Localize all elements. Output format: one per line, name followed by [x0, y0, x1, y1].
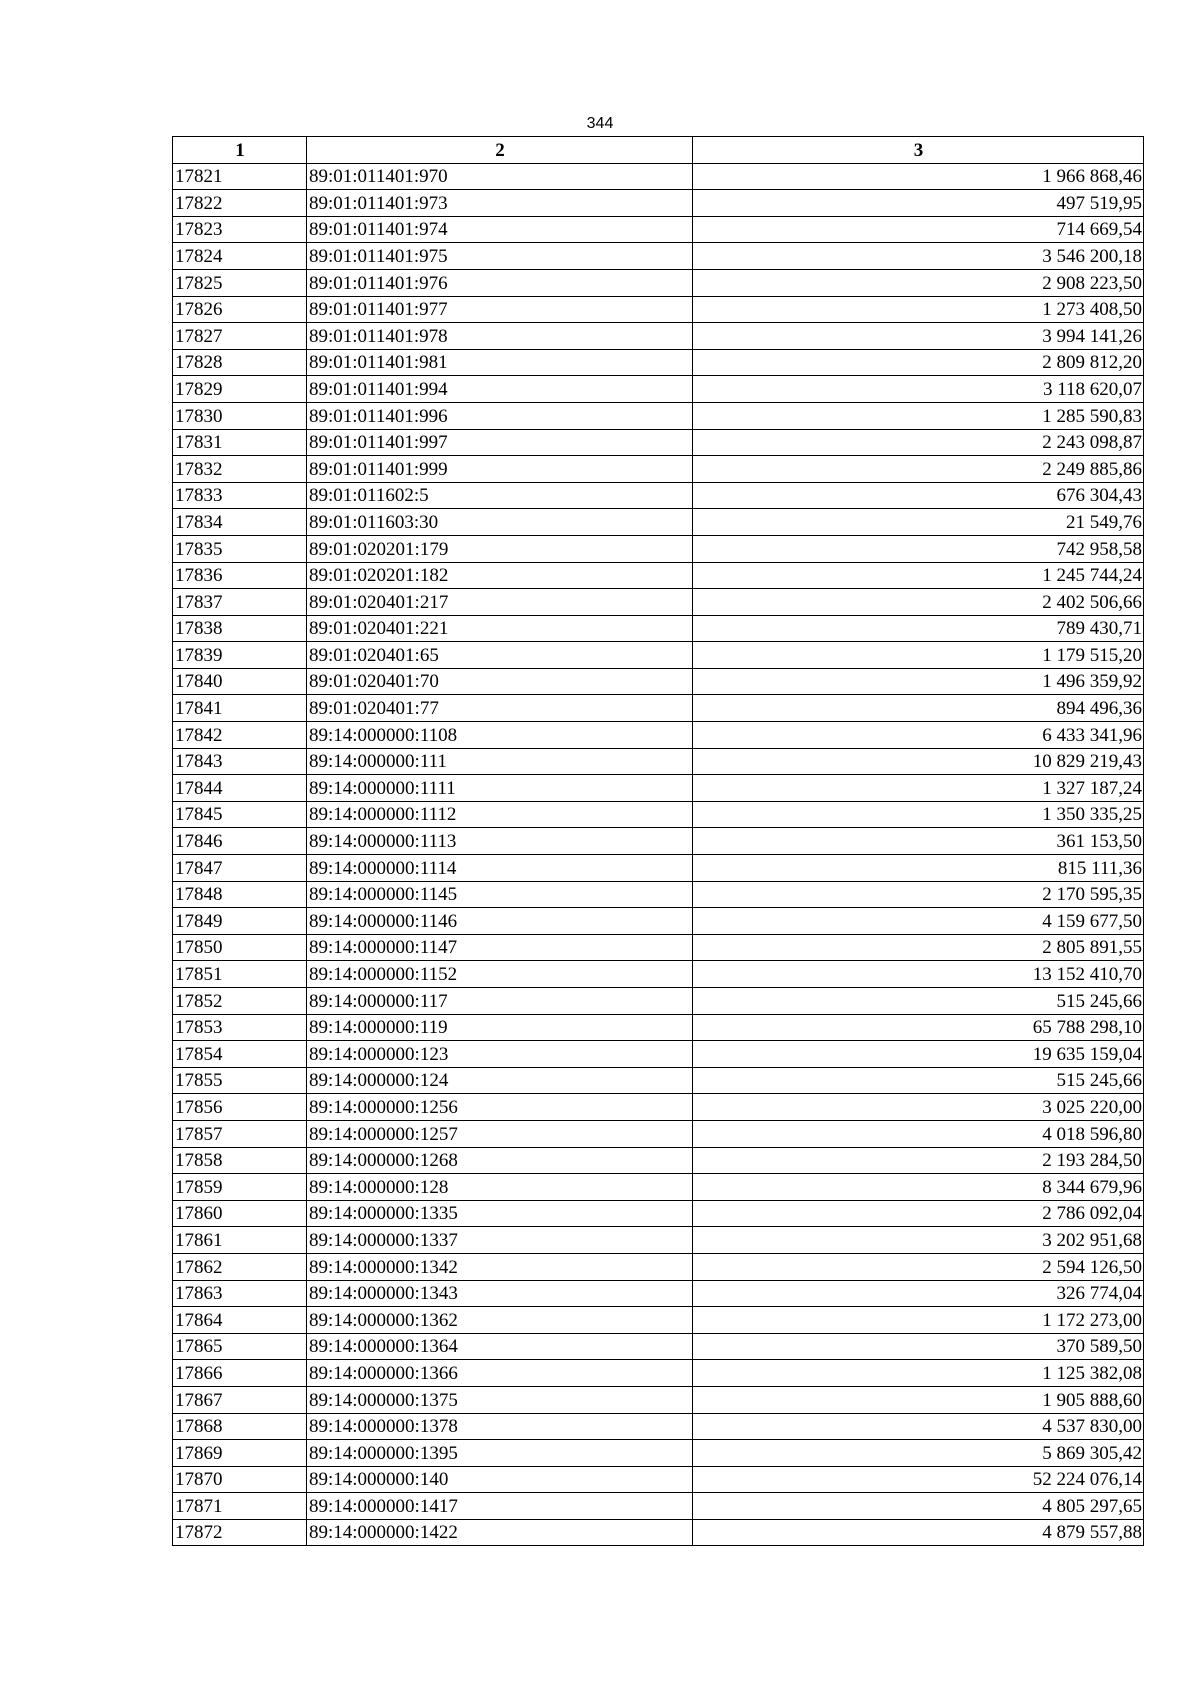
- value-cell: 21 549,76: [693, 509, 1144, 536]
- row-number-cell: 17863: [173, 1280, 307, 1307]
- row-number-cell: 17829: [173, 376, 307, 403]
- cadastral-number-cell: 89:01:011401:975: [307, 243, 693, 270]
- value-cell: 2 805 891,55: [693, 934, 1144, 961]
- cadastral-number-cell: 89:14:000000:1395: [307, 1440, 693, 1467]
- cadastral-number-cell: 89:14:000000:1113: [307, 828, 693, 855]
- value-cell: 4 159 677,50: [693, 908, 1144, 935]
- row-number-cell: 17837: [173, 589, 307, 616]
- column-header-2: 2: [307, 137, 693, 164]
- cadastral-number-cell: 89:01:011401:999: [307, 456, 693, 483]
- table-row: [173, 801, 1144, 828]
- table-row: [173, 1200, 1144, 1227]
- row-number-cell: 17849: [173, 908, 307, 935]
- cadastral-number-cell: 89:01:011401:996: [307, 402, 693, 429]
- row-number-cell: 17830: [173, 402, 307, 429]
- row-number-cell: 17850: [173, 934, 307, 961]
- row-number-cell: 17865: [173, 1333, 307, 1360]
- value-cell: 515 245,66: [693, 988, 1144, 1015]
- table-row: [173, 323, 1144, 350]
- table-row: [173, 1307, 1144, 1334]
- cadastral-number-cell: 89:14:000000:140: [307, 1466, 693, 1493]
- value-cell: 2 594 126,50: [693, 1253, 1144, 1280]
- row-number-cell: 17842: [173, 722, 307, 749]
- cadastral-number-cell: 89:14:000000:1147: [307, 934, 693, 961]
- value-cell: 2 402 506,66: [693, 589, 1144, 616]
- cadastral-number-cell: 89:01:020401:77: [307, 695, 693, 722]
- table-row: [173, 589, 1144, 616]
- value-cell: 894 496,36: [693, 695, 1144, 722]
- table-row: [173, 1440, 1144, 1467]
- value-cell: 1 273 408,50: [693, 296, 1144, 323]
- value-cell: 1 327 187,24: [693, 775, 1144, 802]
- row-number-cell: 17827: [173, 323, 307, 350]
- row-number-cell: 17839: [173, 642, 307, 669]
- table-row: [173, 908, 1144, 935]
- row-number-cell: 17843: [173, 748, 307, 775]
- table-row: [173, 1067, 1144, 1094]
- table-row: [173, 1333, 1144, 1360]
- table-row: [173, 269, 1144, 296]
- table-row: [173, 1519, 1144, 1546]
- cadastral-number-cell: 89:01:020401:217: [307, 589, 693, 616]
- value-cell: 1 496 359,92: [693, 668, 1144, 695]
- table-row: [173, 163, 1144, 190]
- cadastral-number-cell: 89:14:000000:1337: [307, 1227, 693, 1254]
- value-cell: 676 304,43: [693, 482, 1144, 509]
- cadastral-number-cell: 89:14:000000:111: [307, 748, 693, 775]
- value-cell: 4 018 596,80: [693, 1120, 1144, 1147]
- row-number-cell: 17866: [173, 1360, 307, 1387]
- row-number-cell: 17821: [173, 163, 307, 190]
- cadastral-number-cell: 89:01:011401:977: [307, 296, 693, 323]
- row-number-cell: 17852: [173, 988, 307, 1015]
- row-number-cell: 17836: [173, 562, 307, 589]
- table-row: [173, 988, 1144, 1015]
- value-cell: 1 245 744,24: [693, 562, 1144, 589]
- table-row: [173, 1014, 1144, 1041]
- value-cell: 1 966 868,46: [693, 163, 1144, 190]
- row-number-cell: 17828: [173, 349, 307, 376]
- cadastral-number-cell: 89:01:011401:974: [307, 216, 693, 243]
- row-number-cell: 17862: [173, 1253, 307, 1280]
- table-row: [173, 402, 1144, 429]
- cadastral-number-cell: 89:14:000000:1343: [307, 1280, 693, 1307]
- cadastral-number-cell: 89:14:000000:128: [307, 1174, 693, 1201]
- value-cell: 1 179 515,20: [693, 642, 1144, 669]
- value-cell: 2 809 812,20: [693, 349, 1144, 376]
- cadastral-number-cell: 89:14:000000:1268: [307, 1147, 693, 1174]
- cadastral-number-cell: 89:01:020201:179: [307, 535, 693, 562]
- value-cell: 1 350 335,25: [693, 801, 1144, 828]
- register-table: [172, 136, 1144, 1546]
- table-row: [173, 828, 1144, 855]
- value-cell: 6 433 341,96: [693, 722, 1144, 749]
- cadastral-number-cell: 89:14:000000:1378: [307, 1413, 693, 1440]
- cadastral-number-cell: 89:01:020401:70: [307, 668, 693, 695]
- cadastral-number-cell: 89:14:000000:1362: [307, 1307, 693, 1334]
- value-cell: 3 546 200,18: [693, 243, 1144, 270]
- value-cell: 326 774,04: [693, 1280, 1144, 1307]
- cadastral-number-cell: 89:01:011401:981: [307, 349, 693, 376]
- row-number-cell: 17857: [173, 1120, 307, 1147]
- row-number-cell: 17822: [173, 190, 307, 217]
- table-row: [173, 349, 1144, 376]
- row-number-cell: 17864: [173, 1307, 307, 1334]
- value-cell: 1 905 888,60: [693, 1386, 1144, 1413]
- row-number-cell: 17840: [173, 668, 307, 695]
- row-number-cell: 17825: [173, 269, 307, 296]
- table-row: [173, 1466, 1144, 1493]
- cadastral-number-cell: 89:14:000000:1256: [307, 1094, 693, 1121]
- cadastral-number-cell: 89:14:000000:1108: [307, 722, 693, 749]
- table-row: [173, 482, 1144, 509]
- cadastral-number-cell: 89:01:011401:976: [307, 269, 693, 296]
- value-cell: 370 589,50: [693, 1333, 1144, 1360]
- cadastral-number-cell: 89:14:000000:1112: [307, 801, 693, 828]
- row-number-cell: 17861: [173, 1227, 307, 1254]
- cadastral-number-cell: 89:01:020201:182: [307, 562, 693, 589]
- cadastral-number-cell: 89:01:011602:5: [307, 482, 693, 509]
- row-number-cell: 17824: [173, 243, 307, 270]
- table-body: [173, 163, 1144, 1546]
- value-cell: 4 879 557,88: [693, 1519, 1144, 1546]
- row-number-cell: 17823: [173, 216, 307, 243]
- value-cell: 789 430,71: [693, 615, 1144, 642]
- row-number-cell: 17832: [173, 456, 307, 483]
- value-cell: 1 172 273,00: [693, 1307, 1144, 1334]
- table-row: [173, 722, 1144, 749]
- value-cell: 65 788 298,10: [693, 1014, 1144, 1041]
- table-row: [173, 562, 1144, 589]
- value-cell: 2 193 284,50: [693, 1147, 1144, 1174]
- row-number-cell: 17867: [173, 1386, 307, 1413]
- table-row: [173, 1174, 1144, 1201]
- value-cell: 5 869 305,42: [693, 1440, 1144, 1467]
- cadastral-number-cell: 89:01:020401:65: [307, 642, 693, 669]
- value-cell: 742 958,58: [693, 535, 1144, 562]
- row-number-cell: 17847: [173, 855, 307, 882]
- cadastral-number-cell: 89:14:000000:124: [307, 1067, 693, 1094]
- row-number-cell: 17841: [173, 695, 307, 722]
- value-cell: 13 152 410,70: [693, 961, 1144, 988]
- table-row: [173, 642, 1144, 669]
- table-row: [173, 535, 1144, 562]
- row-number-cell: 17846: [173, 828, 307, 855]
- cadastral-number-cell: 89:14:000000:1375: [307, 1386, 693, 1413]
- page-number: 344: [586, 115, 614, 132]
- row-number-cell: 17845: [173, 801, 307, 828]
- table-row: [173, 216, 1144, 243]
- column-header-1: 1: [173, 137, 307, 164]
- table-row: [173, 509, 1144, 536]
- table-row: [173, 456, 1144, 483]
- row-number-cell: 17835: [173, 535, 307, 562]
- value-cell: 3 118 620,07: [693, 376, 1144, 403]
- table-row: [173, 1120, 1144, 1147]
- table-row: [173, 1386, 1144, 1413]
- cadastral-number-cell: 89:14:000000:1145: [307, 881, 693, 908]
- row-number-cell: 17853: [173, 1014, 307, 1041]
- row-number-cell: 17856: [173, 1094, 307, 1121]
- row-number-cell: 17844: [173, 775, 307, 802]
- table-row: [173, 1041, 1144, 1068]
- value-cell: 1 125 382,08: [693, 1360, 1144, 1387]
- cadastral-number-cell: 89:01:011401:970: [307, 163, 693, 190]
- value-cell: 2 243 098,87: [693, 429, 1144, 456]
- value-cell: 2 908 223,50: [693, 269, 1144, 296]
- row-number-cell: 17858: [173, 1147, 307, 1174]
- row-number-cell: 17851: [173, 961, 307, 988]
- cadastral-number-cell: 89:14:000000:1114: [307, 855, 693, 882]
- value-cell: 714 669,54: [693, 216, 1144, 243]
- value-cell: 361 153,50: [693, 828, 1144, 855]
- table-row: [173, 1493, 1144, 1520]
- table-row: [173, 615, 1144, 642]
- row-number-cell: 17855: [173, 1067, 307, 1094]
- row-number-cell: 17860: [173, 1200, 307, 1227]
- cadastral-number-cell: 89:01:011603:30: [307, 509, 693, 536]
- table-row: [173, 695, 1144, 722]
- row-number-cell: 17833: [173, 482, 307, 509]
- table-row: [173, 376, 1144, 403]
- table-row: [173, 243, 1144, 270]
- value-cell: 2 170 595,35: [693, 881, 1144, 908]
- cadastral-number-cell: 89:14:000000:1335: [307, 1200, 693, 1227]
- cadastral-number-cell: 89:14:000000:117: [307, 988, 693, 1015]
- cadastral-number-cell: 89:01:011401:978: [307, 323, 693, 350]
- cadastral-number-cell: 89:14:000000:1152: [307, 961, 693, 988]
- value-cell: 815 111,36: [693, 855, 1144, 882]
- table-row: [173, 668, 1144, 695]
- cadastral-number-cell: 89:14:000000:1257: [307, 1120, 693, 1147]
- table-row: [173, 855, 1144, 882]
- table-row: [173, 296, 1144, 323]
- value-cell: 52 224 076,14: [693, 1466, 1144, 1493]
- row-number-cell: 17871: [173, 1493, 307, 1520]
- table-row: [173, 190, 1144, 217]
- value-cell: 8 344 679,96: [693, 1174, 1144, 1201]
- column-header-3: 3: [693, 137, 1144, 164]
- value-cell: 515 245,66: [693, 1067, 1144, 1094]
- value-cell: 2 786 092,04: [693, 1200, 1144, 1227]
- cadastral-number-cell: 89:01:011401:973: [307, 190, 693, 217]
- row-number-cell: 17870: [173, 1466, 307, 1493]
- row-number-cell: 17872: [173, 1519, 307, 1546]
- value-cell: 3 994 141,26: [693, 323, 1144, 350]
- cadastral-number-cell: 89:14:000000:1366: [307, 1360, 693, 1387]
- row-number-cell: 17834: [173, 509, 307, 536]
- value-cell: 4 537 830,00: [693, 1413, 1144, 1440]
- row-number-cell: 17854: [173, 1041, 307, 1068]
- table-row: [173, 881, 1144, 908]
- cadastral-number-cell: 89:01:011401:994: [307, 376, 693, 403]
- table-row: [173, 1360, 1144, 1387]
- row-number-cell: 17869: [173, 1440, 307, 1467]
- row-number-cell: 17831: [173, 429, 307, 456]
- value-cell: 497 519,95: [693, 190, 1144, 217]
- header-row: [173, 137, 1144, 164]
- table-row: [173, 1413, 1144, 1440]
- cadastral-number-cell: 89:14:000000:123: [307, 1041, 693, 1068]
- value-cell: 1 285 590,83: [693, 402, 1144, 429]
- value-cell: 19 635 159,04: [693, 1041, 1144, 1068]
- table-row: [173, 1227, 1144, 1254]
- table-row: [173, 961, 1144, 988]
- value-cell: 10 829 219,43: [693, 748, 1144, 775]
- cadastral-number-cell: 89:14:000000:1417: [307, 1493, 693, 1520]
- value-cell: 3 202 951,68: [693, 1227, 1144, 1254]
- cadastral-number-cell: 89:14:000000:1364: [307, 1333, 693, 1360]
- table-row: [173, 1147, 1144, 1174]
- table-row: [173, 1280, 1144, 1307]
- table-row: [173, 934, 1144, 961]
- cadastral-number-cell: 89:14:000000:1146: [307, 908, 693, 935]
- table-row: [173, 429, 1144, 456]
- cadastral-number-cell: 89:14:000000:119: [307, 1014, 693, 1041]
- cadastral-number-cell: 89:14:000000:1422: [307, 1519, 693, 1546]
- table-row: [173, 1094, 1144, 1121]
- cadastral-number-cell: 89:14:000000:1111: [307, 775, 693, 802]
- cadastral-number-cell: 89:14:000000:1342: [307, 1253, 693, 1280]
- row-number-cell: 17826: [173, 296, 307, 323]
- table-row: [173, 1253, 1144, 1280]
- row-number-cell: 17848: [173, 881, 307, 908]
- value-cell: 2 249 885,86: [693, 456, 1144, 483]
- row-number-cell: 17838: [173, 615, 307, 642]
- row-number-cell: 17859: [173, 1174, 307, 1201]
- cadastral-number-cell: 89:01:011401:997: [307, 429, 693, 456]
- table-row: [173, 748, 1144, 775]
- value-cell: 4 805 297,65: [693, 1493, 1144, 1520]
- cadastral-number-cell: 89:01:020401:221: [307, 615, 693, 642]
- row-number-cell: 17868: [173, 1413, 307, 1440]
- table-row: [173, 775, 1144, 802]
- value-cell: 3 025 220,00: [693, 1094, 1144, 1121]
